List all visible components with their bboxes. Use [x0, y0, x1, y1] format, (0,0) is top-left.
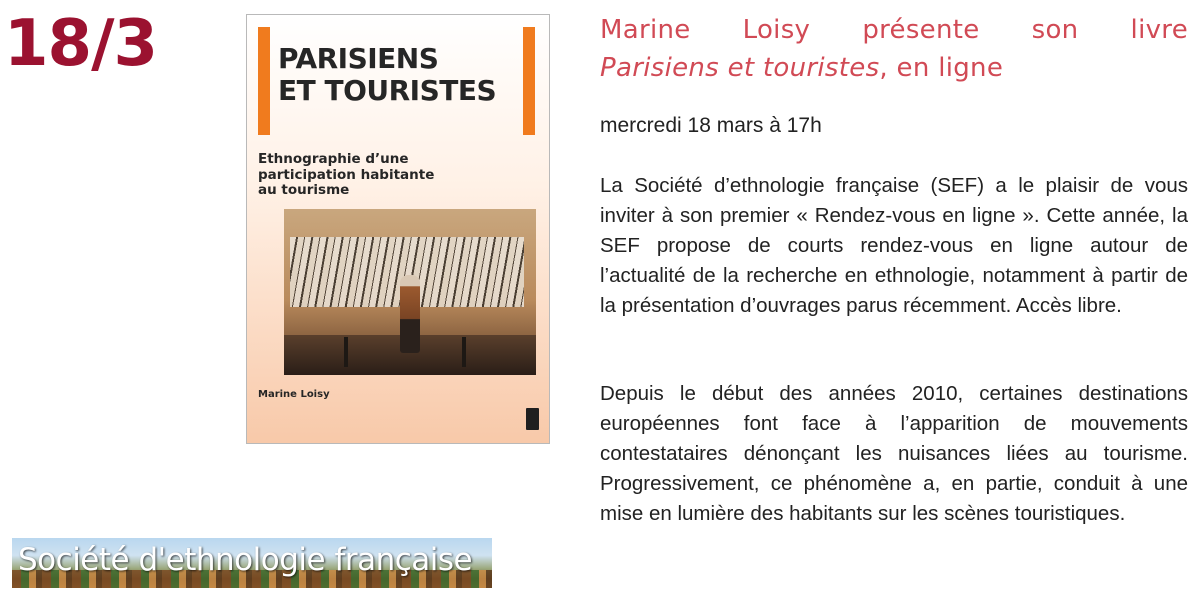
cover-author: Marine Loisy: [258, 389, 330, 400]
headline-word: présente: [862, 15, 980, 45]
headline-line2-rest: , en ligne: [879, 53, 1004, 83]
cover-subtitle-line3: au tourisme: [258, 182, 350, 198]
description-paragraph: Depuis le début des années 2010, certaines destinations européennes font face à l’apparition de mouvements contestataires dénonçant les nuisances liées au tourisme. Progressivement, ce phénomène a, en partie, conduit à une mise en lumière des habitants sur les scènes touristiques.: [600, 382, 1188, 525]
headline-word: livre: [1130, 15, 1188, 45]
headline-line1: [600, 11, 1188, 49]
cover-photo: [284, 209, 536, 375]
headline-book-title: Parisiens et touristes: [600, 53, 880, 83]
cover-photo-post: [462, 337, 466, 367]
date-badge: 18/3: [4, 7, 157, 81]
headline-word: Marine: [600, 15, 691, 45]
cover-title-line2: ET TOURISTES: [278, 74, 497, 107]
cover-title-line1: PARISIENS: [278, 42, 439, 75]
cover-subtitle-line2: participation habitante: [258, 166, 435, 183]
intro-paragraph: La Société d’ethnologie française (SEF) a le plaisir de vous inviter à son premier « Rendez-vous en ligne ». Cette année, la SEF propose de courts rendez-vous en ligne autour de l’actualité de la recherche en ethnologie, notamment à partir de la présentation d’ouvrages parus récemment. Accès libre.: [600, 174, 1188, 317]
cover-photo-walker: [400, 275, 420, 353]
headline-word: son: [1031, 15, 1079, 45]
book-cover: [246, 14, 550, 444]
headline-line2: [600, 49, 1188, 87]
publisher-logo-icon: [526, 408, 539, 430]
headline-word: Loisy: [742, 15, 811, 45]
banner-title: Société d'ethnologie française: [18, 542, 473, 578]
cover-accent-bar-left: [258, 27, 270, 135]
sef-banner: [12, 538, 492, 588]
event-date: mercredi 18 mars à 17h: [600, 114, 822, 137]
headline: [600, 11, 1188, 87]
cover-photo-post: [344, 337, 348, 367]
cover-subtitle: [258, 152, 478, 199]
cover-subtitle-line1: Ethnographie d’une: [258, 151, 409, 167]
cover-title: [278, 43, 528, 107]
